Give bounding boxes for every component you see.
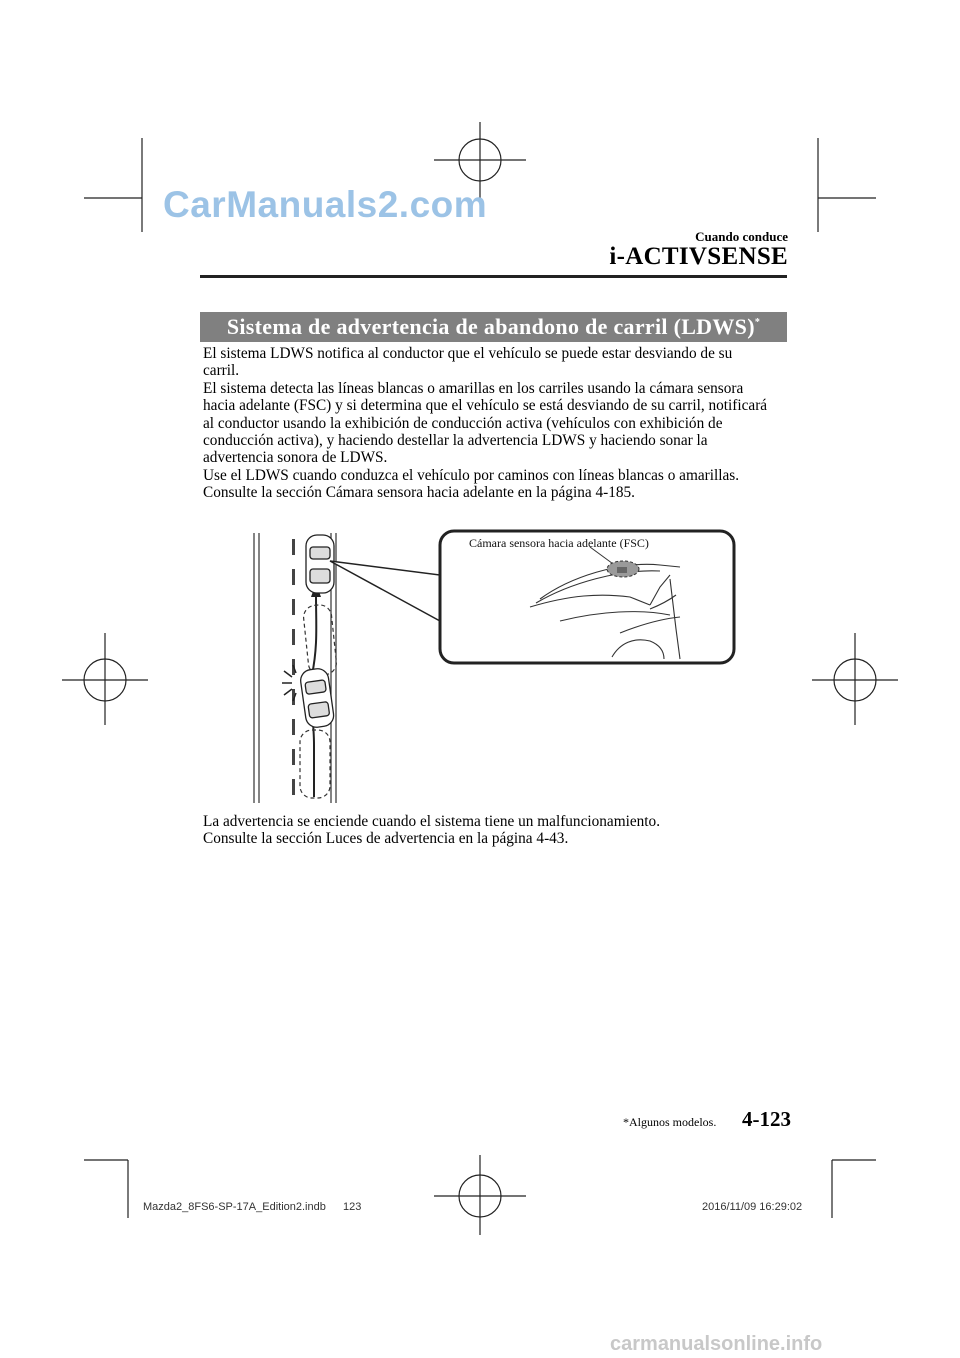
watermark-site[interactable]: carmanualsonline.info xyxy=(610,1333,823,1355)
lane-departure-illustration xyxy=(240,525,740,805)
print-timestamp: 2016/11/09 16:29:02 xyxy=(702,1201,803,1213)
figure-caption: Cámara sensora hacia adelante (FSC) xyxy=(469,536,649,550)
text-line: Use el LDWS cuando conduzca el vehículo por caminos con líneas blancas o amarillas. xyxy=(203,466,740,484)
model-footnote: *Algunos modelos. xyxy=(623,1115,717,1129)
model-marker: * xyxy=(754,317,761,328)
text-line: Consulte la sección Cámara sensora hacia adelante en la página 4-185. xyxy=(203,484,635,502)
after-figure-paragraph xyxy=(203,813,793,848)
text-line: Consulte la sección Luces de advertencia en la página 4-43. xyxy=(203,830,569,848)
text-line: advertencia sonora de LDWS. xyxy=(203,449,388,467)
print-file-name: Mazda2_8FS6-SP-17A_Edition2.indb xyxy=(143,1201,326,1213)
watermark-logo[interactable]: CarManuals2.com xyxy=(163,184,488,225)
text-line: al conductor usando la exhibición de conducción activa (vehículos con exhibición de xyxy=(203,414,723,432)
text-line: La advertencia se enciende cuando el sistema tiene un malfuncionamiento. xyxy=(203,813,661,830)
section-label: Cuando conduce xyxy=(695,229,788,244)
page-number: 4-123 xyxy=(742,1107,791,1131)
print-page-number: 123 xyxy=(343,1201,362,1213)
intro-paragraph xyxy=(203,345,793,502)
text-line: El sistema LDWS notifica al conductor que el vehículo se puede estar desviando de su xyxy=(203,345,733,362)
text-line: El sistema detecta las líneas blancas o amarillas en los carriles usando la cámara sensora xyxy=(203,379,744,397)
text-line: hacia adelante (FSC) y si determina que el vehículo se está desviando de su carril, notificará xyxy=(203,397,768,415)
text-line: carril. xyxy=(203,362,240,380)
chapter-title: i-ACTIVSENSE xyxy=(609,243,788,270)
text-line: conducción activa), y haciendo destellar la advertencia LDWS y haciendo sonar la xyxy=(203,432,708,450)
section-heading xyxy=(200,312,787,342)
section-heading-text: Sistema de advertencia de abandono de carril (LDWS) xyxy=(226,314,755,339)
header-rule xyxy=(200,275,787,278)
